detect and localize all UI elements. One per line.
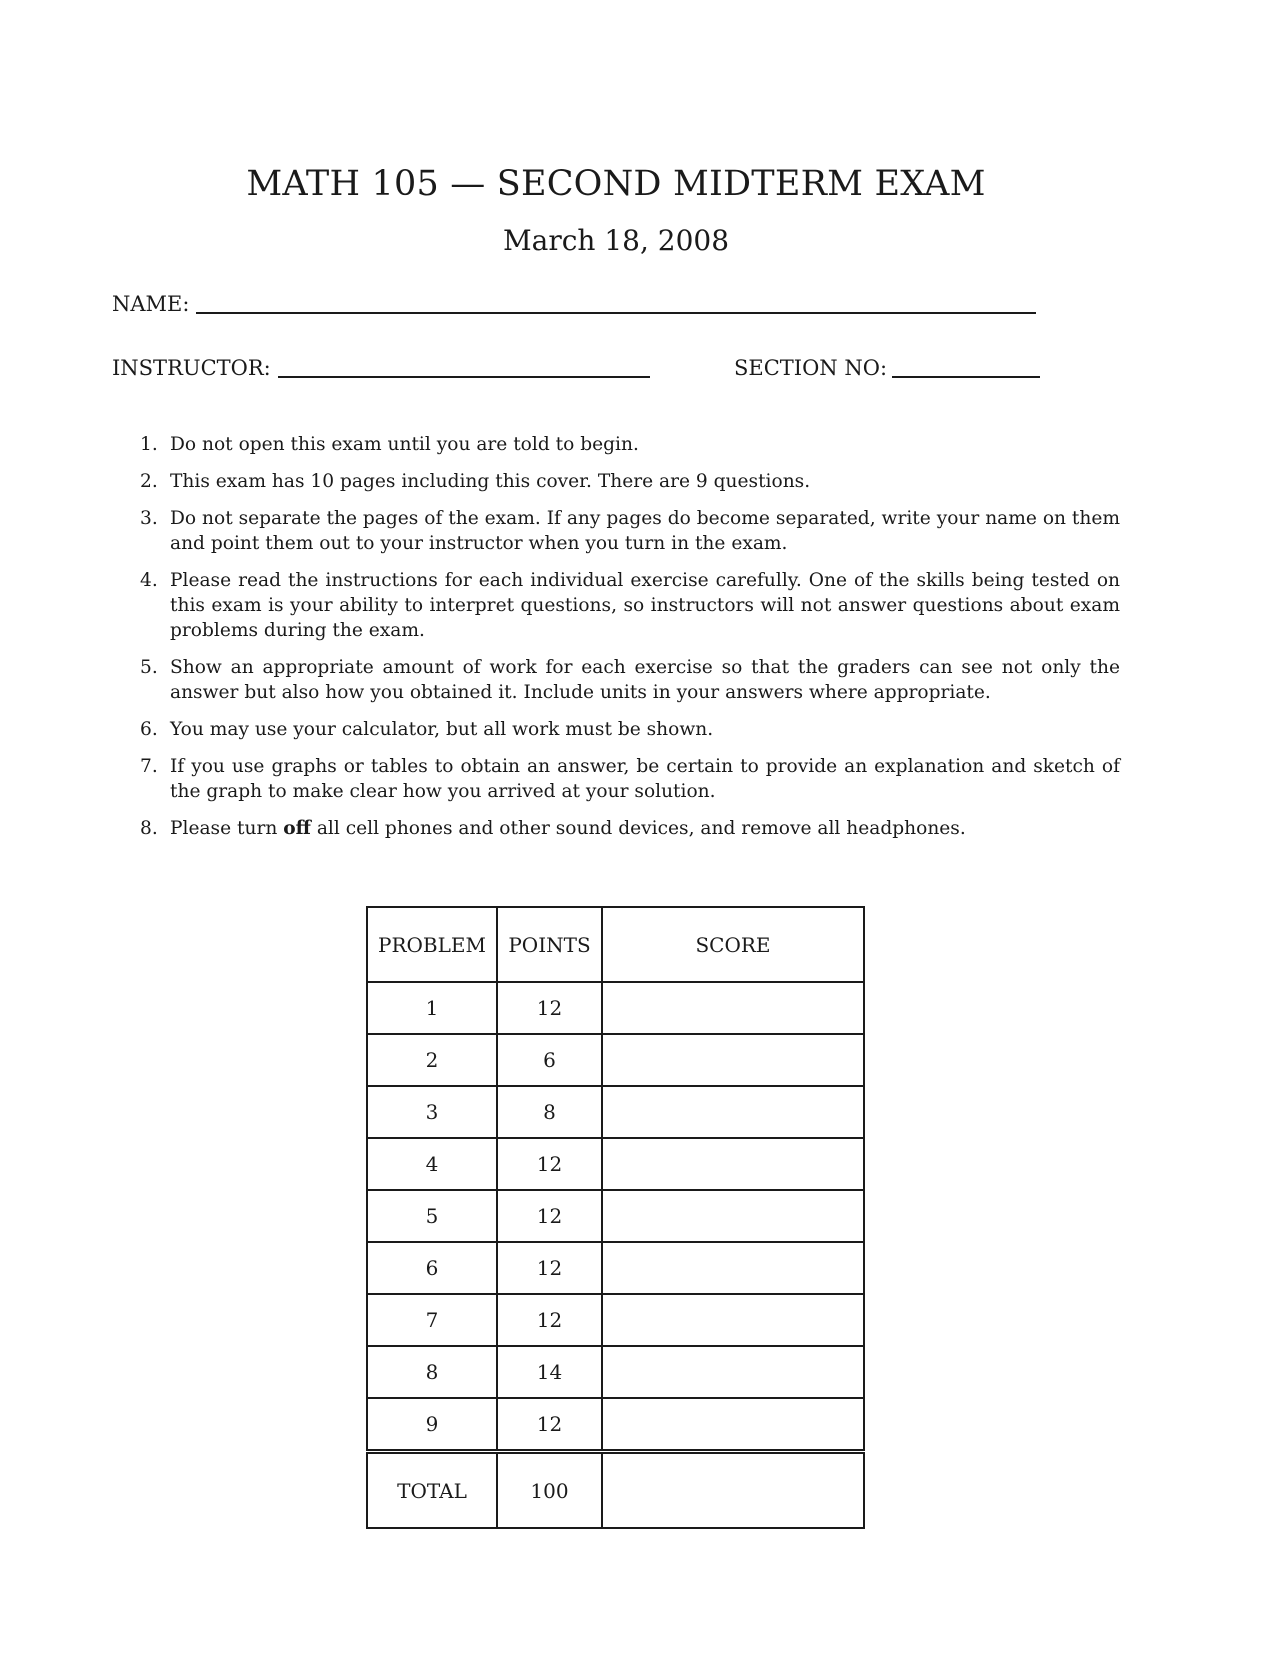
points-cell: 12 bbox=[497, 1138, 602, 1190]
exam-date: March 18, 2008 bbox=[502, 224, 730, 257]
instruction-number: 3. bbox=[140, 508, 158, 529]
problem-cell: 7 bbox=[367, 1294, 497, 1346]
problem-cell: 9 bbox=[367, 1398, 497, 1452]
table-row bbox=[367, 1190, 864, 1242]
score-cell[interactable] bbox=[602, 1398, 864, 1452]
instruction-item bbox=[140, 432, 1120, 457]
score-cell[interactable] bbox=[602, 1346, 864, 1398]
table-row bbox=[367, 1346, 864, 1398]
instructor-label: INSTRUCTOR: bbox=[112, 356, 271, 380]
table-row bbox=[367, 1398, 864, 1452]
instruction-text-bold: off bbox=[283, 818, 311, 839]
instruction-text-before: Please turn bbox=[170, 818, 284, 839]
points-cell: 8 bbox=[497, 1086, 602, 1138]
instruction-number: 7. bbox=[140, 756, 158, 777]
score-cell[interactable] bbox=[602, 1138, 864, 1190]
score-cell[interactable] bbox=[602, 982, 864, 1034]
problem-cell: 4 bbox=[367, 1138, 497, 1190]
instruction-text: You may use your calculator, but all work must be shown. bbox=[170, 719, 714, 740]
problem-cell: 2 bbox=[367, 1034, 497, 1086]
instruction-text: Please read the instructions for each individual exercise carefully. One of the skills being tested on this exam is your ability to interpret questions, so instructors will not answer questions about exam problems during the exam. bbox=[170, 570, 1120, 641]
table-row bbox=[367, 1034, 864, 1086]
name-label: NAME: bbox=[112, 292, 190, 316]
instructor-field[interactable] bbox=[278, 376, 650, 378]
instruction-item bbox=[140, 469, 1120, 494]
instruction-number: 2. bbox=[140, 471, 158, 492]
score-table bbox=[366, 906, 865, 1529]
instruction-text: If you use graphs or tables to obtain an answer, be certain to provide an explanation and sketch of the graph to make clear how you arrived at your solution. bbox=[170, 756, 1120, 802]
points-cell: 12 bbox=[497, 1294, 602, 1346]
score-cell[interactable] bbox=[602, 1190, 864, 1242]
score-cell[interactable] bbox=[602, 1294, 864, 1346]
score-cell[interactable] bbox=[602, 1086, 864, 1138]
header-points: POINTS bbox=[497, 907, 602, 982]
table-row bbox=[367, 1138, 864, 1190]
section-label: SECTION NO: bbox=[734, 356, 888, 380]
points-cell: 12 bbox=[497, 1398, 602, 1452]
table-row bbox=[367, 1242, 864, 1294]
score-cell[interactable] bbox=[602, 1034, 864, 1086]
problem-cell: 5 bbox=[367, 1190, 497, 1242]
instruction-text: This exam has 10 pages including this cover. There are 9 questions. bbox=[170, 471, 811, 492]
points-cell: 14 bbox=[497, 1346, 602, 1398]
header-problem: PROBLEM bbox=[367, 907, 497, 982]
points-cell: 12 bbox=[497, 1190, 602, 1242]
page-title: MATH 105 — SECOND MIDTERM EXAM bbox=[246, 164, 986, 204]
instruction-number: 8. bbox=[140, 818, 158, 839]
instructions-list bbox=[140, 432, 1120, 853]
instruction-item bbox=[140, 568, 1120, 643]
instruction-item bbox=[140, 655, 1120, 705]
points-cell: 12 bbox=[497, 982, 602, 1034]
instruction-text: Do not open this exam until you are told to begin. bbox=[170, 434, 639, 455]
instruction-number: 5. bbox=[140, 657, 158, 678]
instruction-text: Do not separate the pages of the exam. If any pages do become separated, write your name on them and point them out to your instructor when you turn in the exam. bbox=[170, 508, 1120, 554]
instruction-text-after: all cell phones and other sound devices, and remove all headphones. bbox=[310, 818, 966, 839]
total-label: TOTAL bbox=[367, 1452, 497, 1529]
problem-cell: 6 bbox=[367, 1242, 497, 1294]
table-row bbox=[367, 1086, 864, 1138]
instruction-number: 6. bbox=[140, 719, 158, 740]
problem-cell: 1 bbox=[367, 982, 497, 1034]
table-row bbox=[367, 982, 864, 1034]
instruction-item bbox=[140, 754, 1120, 804]
problem-cell: 8 bbox=[367, 1346, 497, 1398]
name-field[interactable] bbox=[196, 312, 1036, 314]
section-field[interactable] bbox=[892, 376, 1040, 378]
score-table-header-row bbox=[367, 907, 864, 982]
instruction-text: Show an appropriate amount of work for each exercise so that the graders can see not only the answer but also how you obtained it. Include units in your answers where appropriate. bbox=[170, 657, 1120, 703]
instruction-item bbox=[140, 506, 1120, 556]
points-cell: 6 bbox=[497, 1034, 602, 1086]
total-row bbox=[367, 1452, 864, 1529]
score-cell[interactable] bbox=[602, 1242, 864, 1294]
points-cell: 12 bbox=[497, 1242, 602, 1294]
table-row bbox=[367, 1294, 864, 1346]
header-score: SCORE bbox=[602, 907, 864, 982]
instruction-number: 1. bbox=[140, 434, 158, 455]
instruction-number: 4. bbox=[140, 570, 158, 591]
instruction-item bbox=[140, 717, 1120, 742]
total-points: 100 bbox=[497, 1452, 602, 1529]
instruction-item bbox=[140, 816, 1120, 841]
problem-cell: 3 bbox=[367, 1086, 497, 1138]
total-score-cell[interactable] bbox=[602, 1452, 864, 1529]
